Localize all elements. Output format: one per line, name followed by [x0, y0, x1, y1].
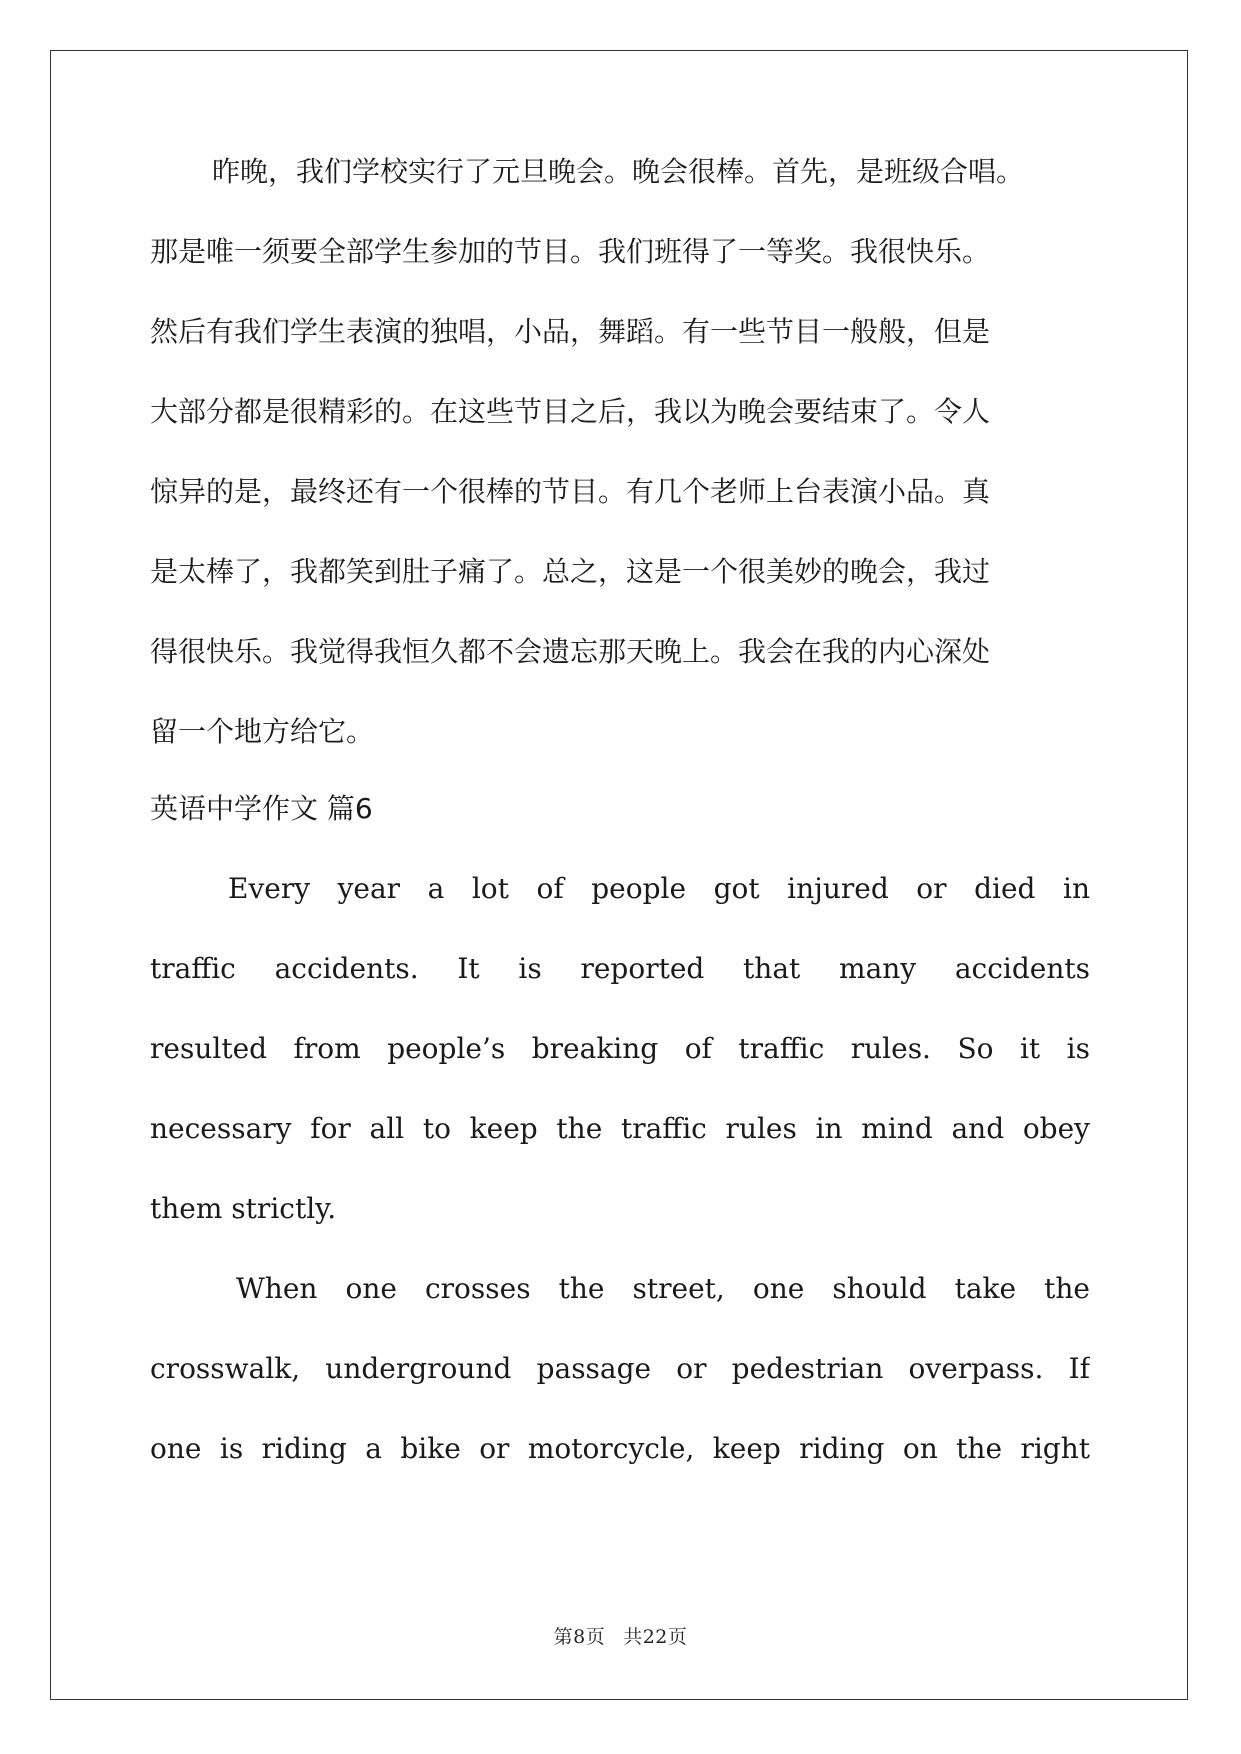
text-line: 昨晚，我们学校实行了元旦晚会。晚会很棒。首先，是班级合唱。: [212, 155, 1025, 188]
text-line: one is riding a bike or motorcycle, keep riding on the right: [150, 1432, 1090, 1465]
text-line: crosswalk, underground passage or pedestrian overpass. If: [150, 1352, 1090, 1385]
text-line: 大部分都是很精彩的。在这些节目之后，我以为晚会要结束了。令人: [150, 395, 991, 428]
text-line: them strictly.: [150, 1192, 337, 1225]
text-line: resulted from people’s breaking of traffic rules. So it is: [150, 1032, 1090, 1065]
text-line: 是太棒了，我都笑到肚子痛了。总之，这是一个很美妙的晚会，我过: [150, 555, 991, 588]
text-line: 然后有我们学生表演的独唱，小品，舞蹈。有一些节目一般般，但是: [150, 315, 991, 348]
text-line: 惊异的是，最终还有一个很棒的节目。有几个老师上台表演小品。真: [150, 475, 991, 508]
text-line: traffic accidents. It is reported that many accidents: [150, 952, 1090, 985]
text-line: When one crosses the street, one should take the: [236, 1272, 1090, 1305]
page-total: 共22页: [623, 1626, 688, 1648]
text-line: 留一个地方给它。: [150, 715, 375, 748]
section-heading: 英语中学作文 篇6: [150, 792, 373, 825]
text-line: Every year a lot of people got injured or died in: [228, 872, 1090, 905]
text-line: 得很快乐。我觉得我恒久都不会遗忘那天晚上。我会在我的内心深处: [150, 635, 991, 668]
page-number: 第8页: [553, 1626, 606, 1648]
page-footer: [0, 1622, 1241, 1649]
text-line: 那是唯一须要全部学生参加的节目。我们班得了一等奖。我很快乐。: [150, 235, 991, 268]
text-line: necessary for all to keep the traffic rules in mind and obey: [150, 1112, 1090, 1145]
